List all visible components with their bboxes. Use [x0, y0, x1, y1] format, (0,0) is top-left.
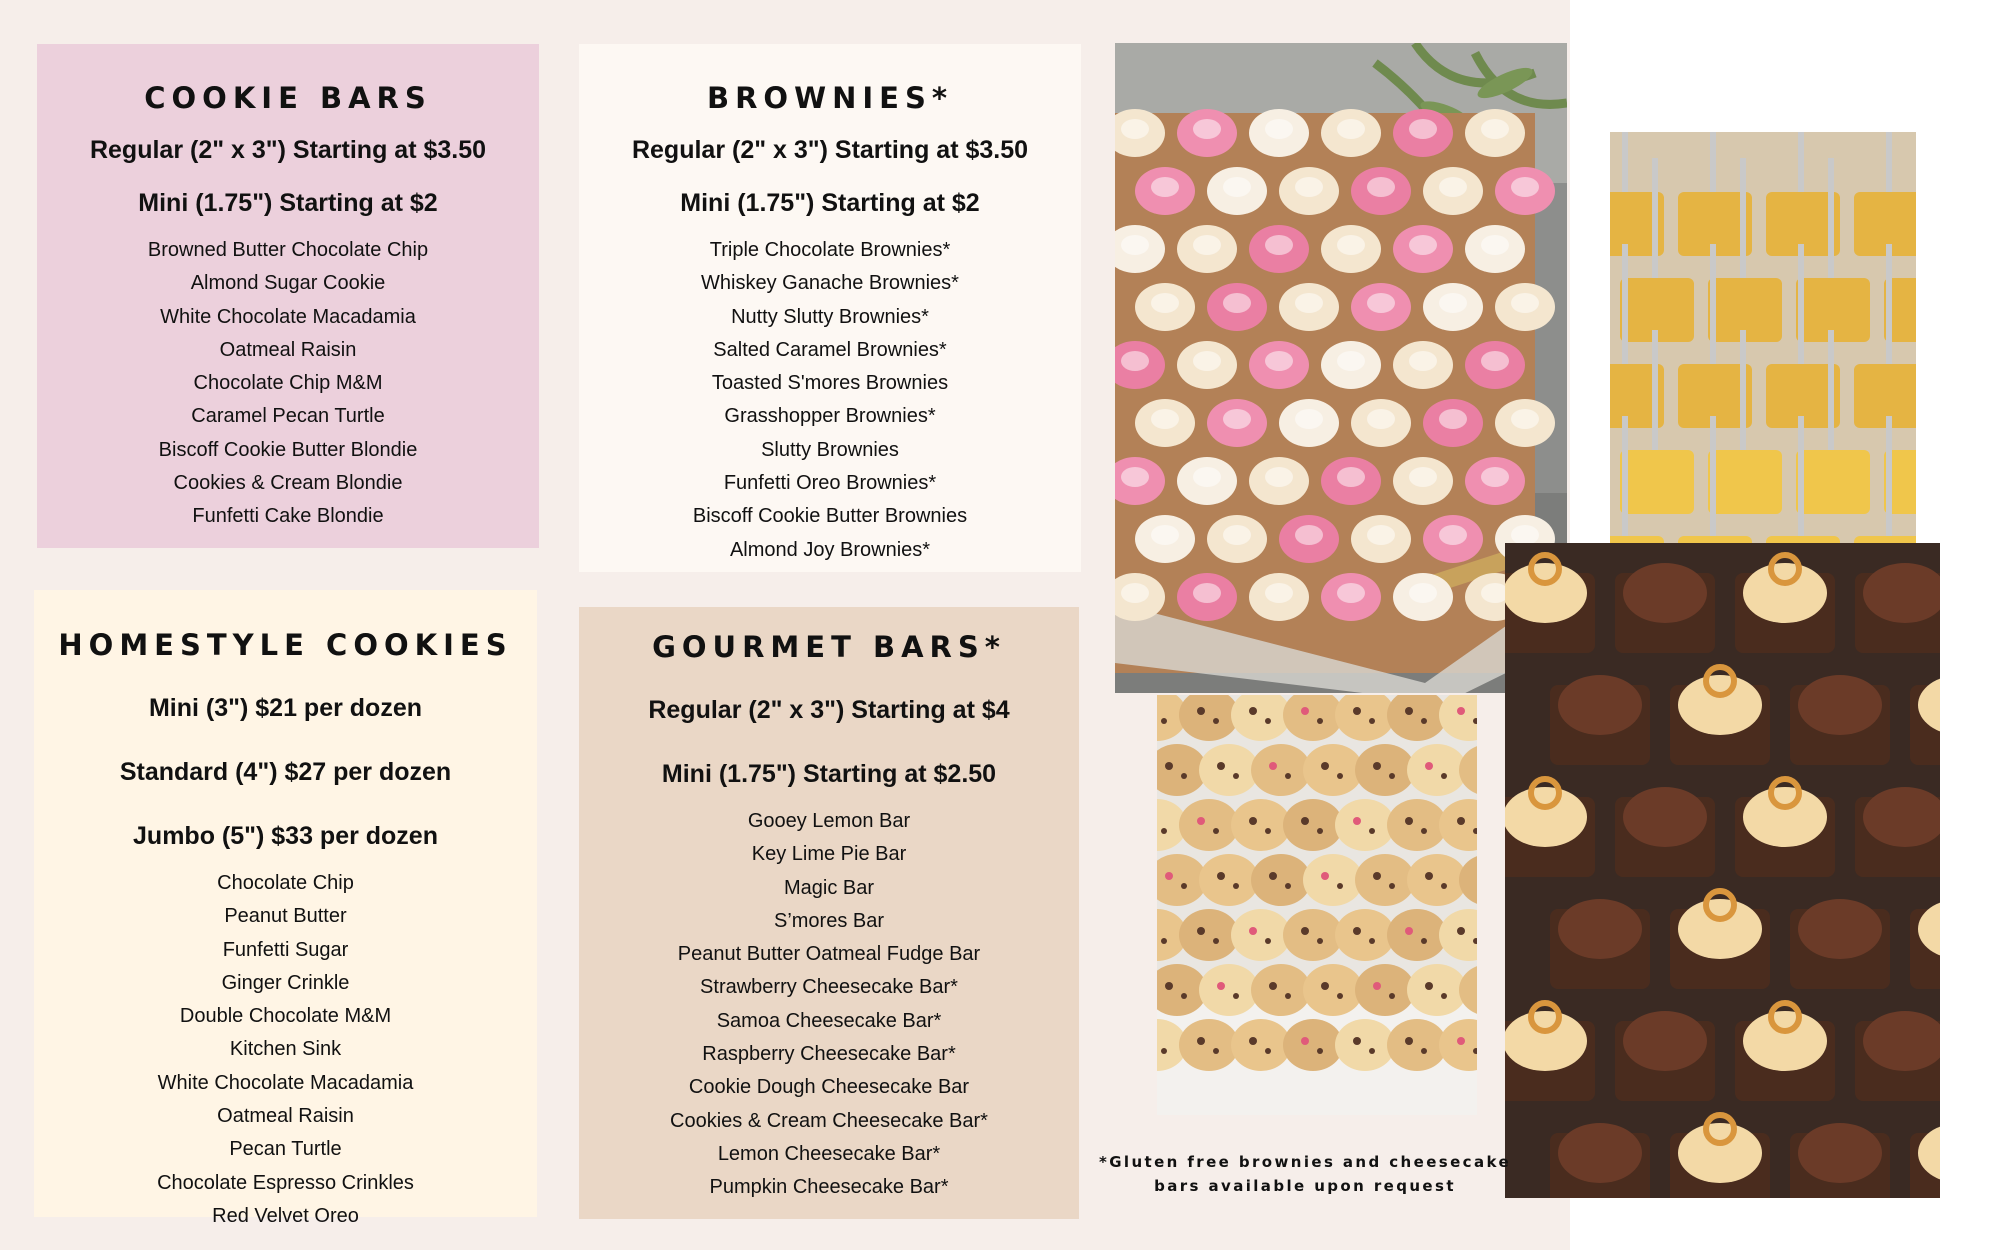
menu-item: Cookies & Cream Blondie	[173, 472, 403, 495]
cookie-bars-title: COOKIE BARS	[144, 81, 432, 115]
price-line: Mini (1.75") Starting at $2	[138, 189, 438, 217]
menu-item: Nutty Slutty Brownies*	[731, 305, 929, 328]
menu-item: Chocolate Chip M&M	[193, 372, 383, 395]
price-line: Jumbo (5") $33 per dozen	[133, 822, 438, 850]
price-line: Mini (3") $21 per dozen	[148, 694, 422, 722]
menu-item: Lemon Cheesecake Bar*	[717, 1142, 941, 1165]
cookie-platter-image	[1157, 695, 1477, 1115]
menu-item: Peanut Butter	[224, 905, 347, 928]
menu-item: Almond Sugar Cookie	[190, 272, 386, 295]
menu-item: Kitchen Sink	[229, 1038, 342, 1061]
cookie-bar-tray-image	[1115, 43, 1567, 693]
menu-item: Oatmeal Raisin	[219, 338, 357, 361]
cookie-bars-list	[37, 234, 539, 534]
cookie-bars-card	[37, 44, 539, 548]
cookie-platter-photo	[1157, 695, 1477, 1115]
menu-item: Double Chocolate M&M	[179, 1005, 392, 1028]
menu-item: White Chocolate Macadamia	[157, 1071, 414, 1094]
menu-item: Funfetti Cake Blondie	[192, 505, 384, 528]
menu-item: Samoa Cheesecake Bar*	[716, 1009, 942, 1032]
menu-item: Chocolate Espresso Crinkles	[157, 1171, 414, 1194]
menu-item: Pumpkin Cheesecake Bar*	[709, 1176, 949, 1199]
price-line: Regular (2" x 3") Starting at $3.50	[89, 136, 487, 164]
menu-item: Triple Chocolate Brownies*	[709, 239, 951, 261]
price-line: Regular (2" x 3") Starting at $3.50	[631, 136, 1029, 164]
homestyle-cookies-title: HOMESTYLE COOKIES	[58, 628, 513, 662]
cookie-bar-tray-photo	[1115, 43, 1567, 693]
menu-item: Magic Bar	[783, 876, 875, 899]
footnote-line: bars available upon request	[1154, 1177, 1456, 1195]
lemon-bars-image	[1610, 132, 1916, 567]
brownies-prices	[579, 132, 1081, 221]
menu-item: Salted Caramel Brownies*	[713, 338, 947, 361]
cookie-bars-prices	[37, 132, 539, 221]
menu-item: S’mores Bar	[773, 909, 885, 932]
menu-item: Whiskey Ganache Brownies*	[701, 272, 959, 295]
brownie-bites-image	[1505, 543, 1940, 1198]
homestyle-cookies-prices	[34, 690, 537, 854]
footnote-line: *Gluten free brownies and cheesecake	[1098, 1153, 1512, 1171]
price-line: Mini (1.75") Starting at $2	[680, 189, 980, 217]
price-line: Standard (4") $27 per dozen	[119, 758, 452, 786]
gluten-free-footnote	[1095, 1150, 1515, 1198]
menu-item: Key Lime Pie Bar	[751, 843, 907, 866]
menu-item: Cookies & Cream Cheesecake Bar*	[670, 1109, 988, 1132]
menu-item: Strawberry Cheesecake Bar*	[700, 976, 958, 999]
menu-item: Cookie Dough Cheesecake Bar	[688, 1076, 970, 1099]
gourmet-bars-card	[579, 607, 1079, 1219]
menu-item: Oatmeal Raisin	[217, 1105, 354, 1128]
menu-item: Ginger Crinkle	[221, 971, 350, 994]
gourmet-bars-title: GOURMET BARS*	[652, 630, 1006, 664]
price-line: Mini (1.75") Starting at $2.50	[661, 760, 997, 788]
homestyle-cookies-list	[34, 867, 537, 1233]
price-line: Regular (2" x 3") Starting at $4	[648, 696, 1010, 724]
menu-item: Raspberry Cheesecake Bar*	[702, 1043, 956, 1066]
menu-item: Funfetti Sugar	[222, 938, 349, 961]
menu-item: Funfetti Oreo Brownies*	[723, 472, 937, 495]
gourmet-bars-prices	[579, 692, 1079, 792]
menu-item: Almond Joy Brownies*	[729, 538, 931, 561]
menu-item: Gooey Lemon Bar	[747, 810, 911, 832]
menu-item: Browned Butter Chocolate Chip	[147, 239, 429, 261]
menu-item: White Chocolate Macadamia	[160, 305, 416, 328]
brownies-title: BROWNIES*	[707, 81, 953, 115]
brownies-list	[579, 234, 1081, 567]
menu-item: Toasted S'mores Brownies	[711, 372, 949, 395]
menu-item: Pecan Turtle	[229, 1138, 342, 1161]
lemon-bars-photo	[1610, 132, 1916, 567]
brownie-bites-photo	[1505, 543, 1940, 1198]
homestyle-cookies-card	[34, 590, 537, 1227]
menu-item: Chocolate Chip	[217, 872, 354, 894]
menu-item: Biscoff Cookie Butter Brownies	[692, 505, 968, 528]
menu-item: Peanut Butter Oatmeal Fudge Bar	[677, 943, 981, 966]
menu-item: Grasshopper Brownies*	[724, 405, 936, 428]
menu-item: Red Velvet Oreo	[212, 1204, 359, 1227]
menu-item: Slutty Brownies	[761, 438, 899, 461]
gourmet-bars-list	[579, 805, 1079, 1205]
menu-item: Biscoff Cookie Butter Blondie	[158, 438, 418, 461]
brownies-card	[579, 44, 1081, 572]
menu-item: Caramel Pecan Turtle	[191, 405, 385, 428]
